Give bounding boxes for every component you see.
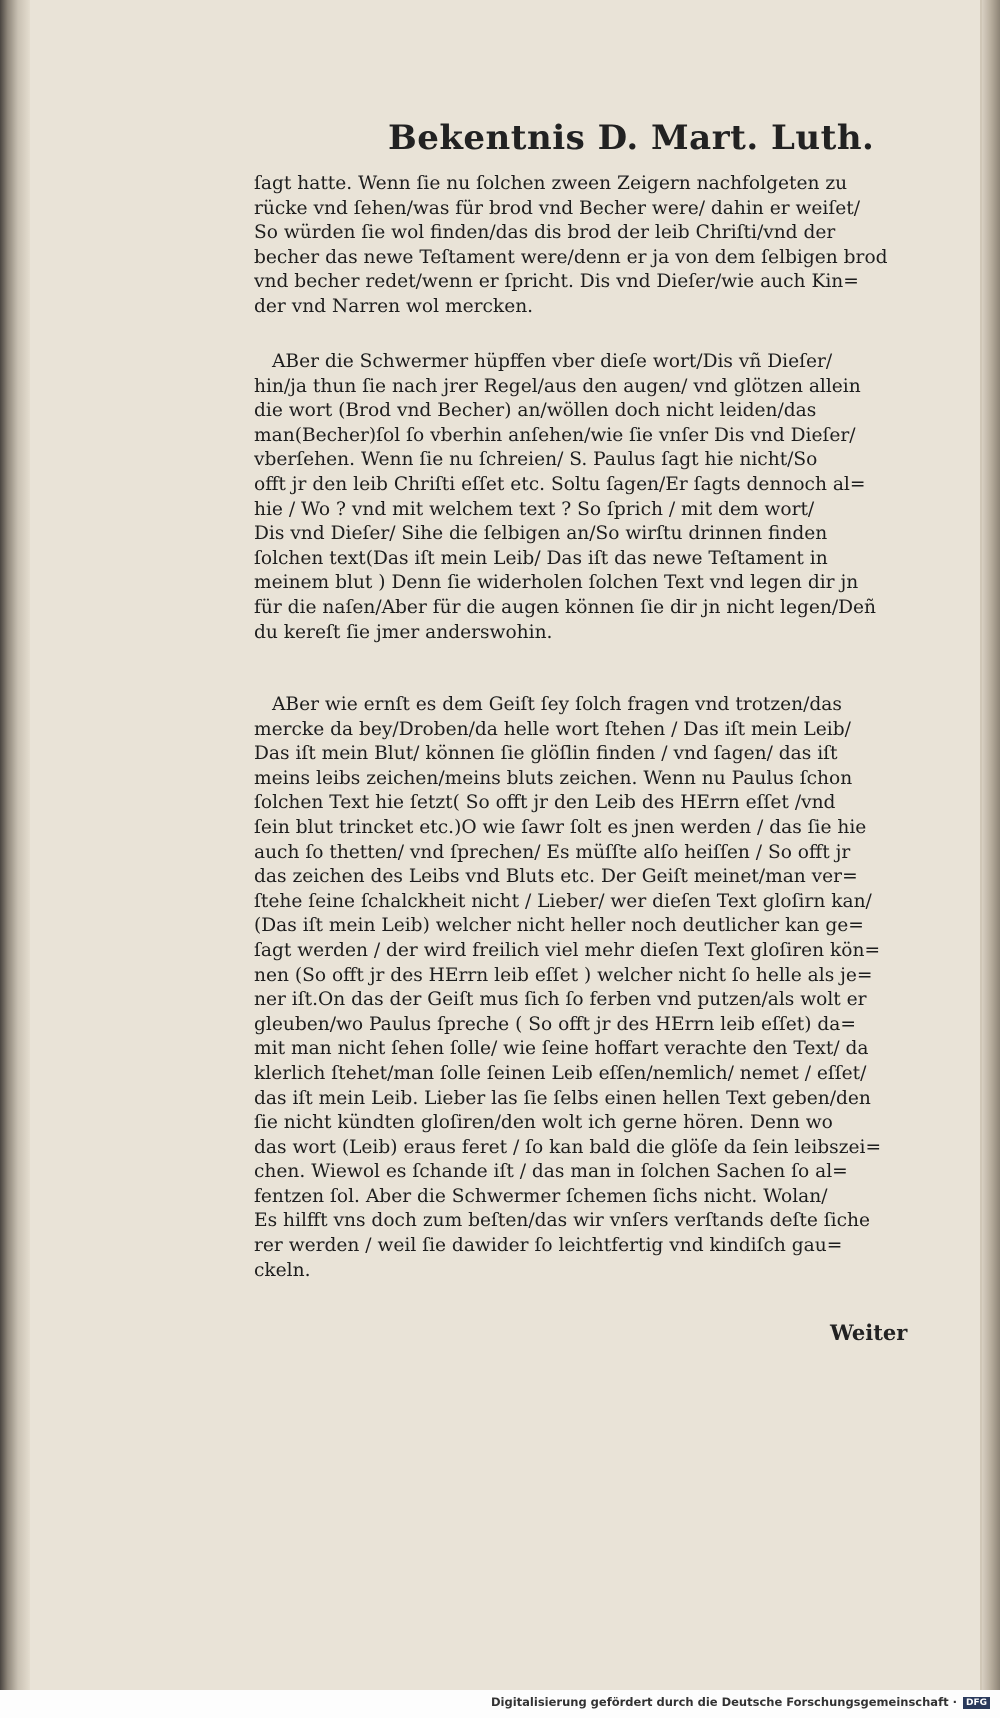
text-line: nen (So offt jr des HErrn leib eſſet ) welcher nicht ſo helle als je= [254,964,873,986]
text-line: (Das iſt mein Leib) welcher nicht heller noch deutlicher kan ge= [254,915,864,937]
text-line: Dis vnd Dieſer/ Sihe die ſelbigen an/So wirſtu drinnen finden [254,523,828,545]
text-line: das wort (Leib) eraus feret / ſo kan bald die glöſe da ſein leibszei= [254,1136,882,1158]
text-line: ſagt hatte. Wenn ſie nu ſolchen zween Zeigern nachfolgeten zu [254,173,848,194]
dfg-logo: DFG [963,1697,990,1709]
text-line: das iſt mein Leib. Lieber las ſie ſelbs einen hellen Text geben/den [254,1087,871,1109]
text-line: ABer wie ernſt es dem Geiſt ſey ſolch fragen vnd trotzen/das [272,694,842,715]
text-line: ſtehe ſeine ſchalckheit nicht / Lieber/ wer dieſen Text gloſirn kan/ [254,890,872,912]
footer-text: Digitalisierung gefördert durch die Deutsche Forschungsgemeinschaft [491,1695,949,1709]
text-line: rer werden / weil ſie dawider ſo leichtfertig vnd kindiſch gau= [254,1235,843,1257]
text-line: So würden ſie wol finden/das dis brod der leib Chriſti/vnd der [254,222,836,244]
text-line: becher das newe Teſtament were/denn er ja von dem ſelbigen brod [254,246,888,268]
catchword: Weiter [830,1320,908,1345]
text-line: offt jr den leib Chriſti eſſet etc. Soltu ſagen/Er ſagts dennoch al= [254,473,866,495]
text-line: ABer die Schwermer hüpffen vber dieſe wort/Dis vñ Dieſer/ [272,351,833,372]
text-line: Das iſt mein Blut/ können ſie glöſlin finden / vnd ſagen/ das iſt [254,743,838,765]
text-line: vnd becher redet/wenn er ſpricht. Dis vnd Dieſer/wie auch Kin= [254,271,859,293]
funding-footer: Digitalisierung gefördert durch die Deutsche Forschungsgemeinschaft · DFG [491,1695,990,1709]
text-line: auch ſo thetten/ vnd ſprechen/ Es müſſte alſo heiſſen / So offt jr [254,841,851,863]
text-line: ſein blut trincket etc.)O wie ſawr ſolt es jnen werden / das ſie hie [254,816,867,838]
text-line: man(Becher)ſol ſo vberhin anſehen/wie ſie vnſer Dis vnd Dieſer/ [254,424,856,446]
text-line: Es hilfft vns doch zum beſten/das wir vnſers verſtands deſte ſiche [254,1210,870,1232]
text-line: gleuben/wo Paulus ſpreche ( So offt jr des HErrn leib eſſet) da= [254,1013,856,1035]
text-line: mercke da bey/Droben/da helle wort ſtehen / Das iſt mein Leib/ [254,718,851,740]
text-line: meinem blut ) Denn ſie widerholen ſolchen Text vnd legen dir jn [254,572,859,594]
text-line: meins leibs zeichen/meins bluts zeichen. Wenn nu Paulus ſchon [254,767,853,789]
text-line: hin/ja thun ſie nach jrer Regel/aus den augen/ vnd glötzen allein [254,375,861,397]
text-line: du kereſt ſie jmer anderswohin. [254,621,553,643]
running-header: Bekentnis D. Mart. Luth. [388,118,875,158]
text-line: mit man nicht ſehen ſolle/ wie ſeine hoffart verachte den Text/ da [254,1038,869,1060]
paragraph-3 [254,693,904,1283]
text-line: für die naſen/Aber für die augen können ſie dir jn nicht legen/Deñ [254,596,877,618]
paragraph-2 [254,350,904,645]
text-line: hie / Wo ? vnd mit welchem text ? So ſprich / mit dem wort/ [254,498,815,520]
text-line: ſagt werden / der wird freilich viel mehr dieſen Text gloſiren kön= [254,939,881,961]
page-edge-stack [982,0,1000,1690]
text-line: fentzen ſol. Aber die Schwermer ſchemen ſichs nicht. Wolan/ [254,1185,828,1207]
text-line: ſie nicht kündten gloſiren/den wolt ich gerne hören. Denn wo [254,1112,833,1134]
paragraph-1 [254,172,904,320]
text-line: das zeichen des Leibs vnd Bluts etc. Der Geiſt meinet/man ver= [254,866,858,888]
text-line: ſolchen Text hie ſetzt( So offt jr den Leib des HErrn eſſet /vnd [254,792,836,814]
text-line: rücke vnd ſehen/was für brod vnd Becher were/ dahin er weiſet/ [254,197,860,219]
book-binding-shadow [0,0,30,1690]
text-line: klerlich ſtehet/man ſolle ſeinen Leib eſſen/nemlich/ nemet / eſſet/ [254,1062,867,1084]
text-line: ſolchen text(Das iſt mein Leib/ Das iſt das newe Teſtament in [254,547,828,569]
text-line: ner iſt.On das der Geiſt mus ſich ſo ferben vnd putzen/als wolt er [254,989,867,1011]
text-line: die wort (Brod vnd Becher) an/wöllen doch nicht leiden/das [254,400,817,422]
text-line: vberſehen. Wenn ſie nu ſchreien/ S. Paulus ſagt hie nicht/So [254,449,818,471]
text-line: ckeln. [254,1259,311,1281]
text-line: chen. Wiewol es ſchande iſt / das man in ſolchen Sachen ſo al= [254,1161,848,1183]
text-line: der vnd Narren wol mercken. [254,295,534,317]
